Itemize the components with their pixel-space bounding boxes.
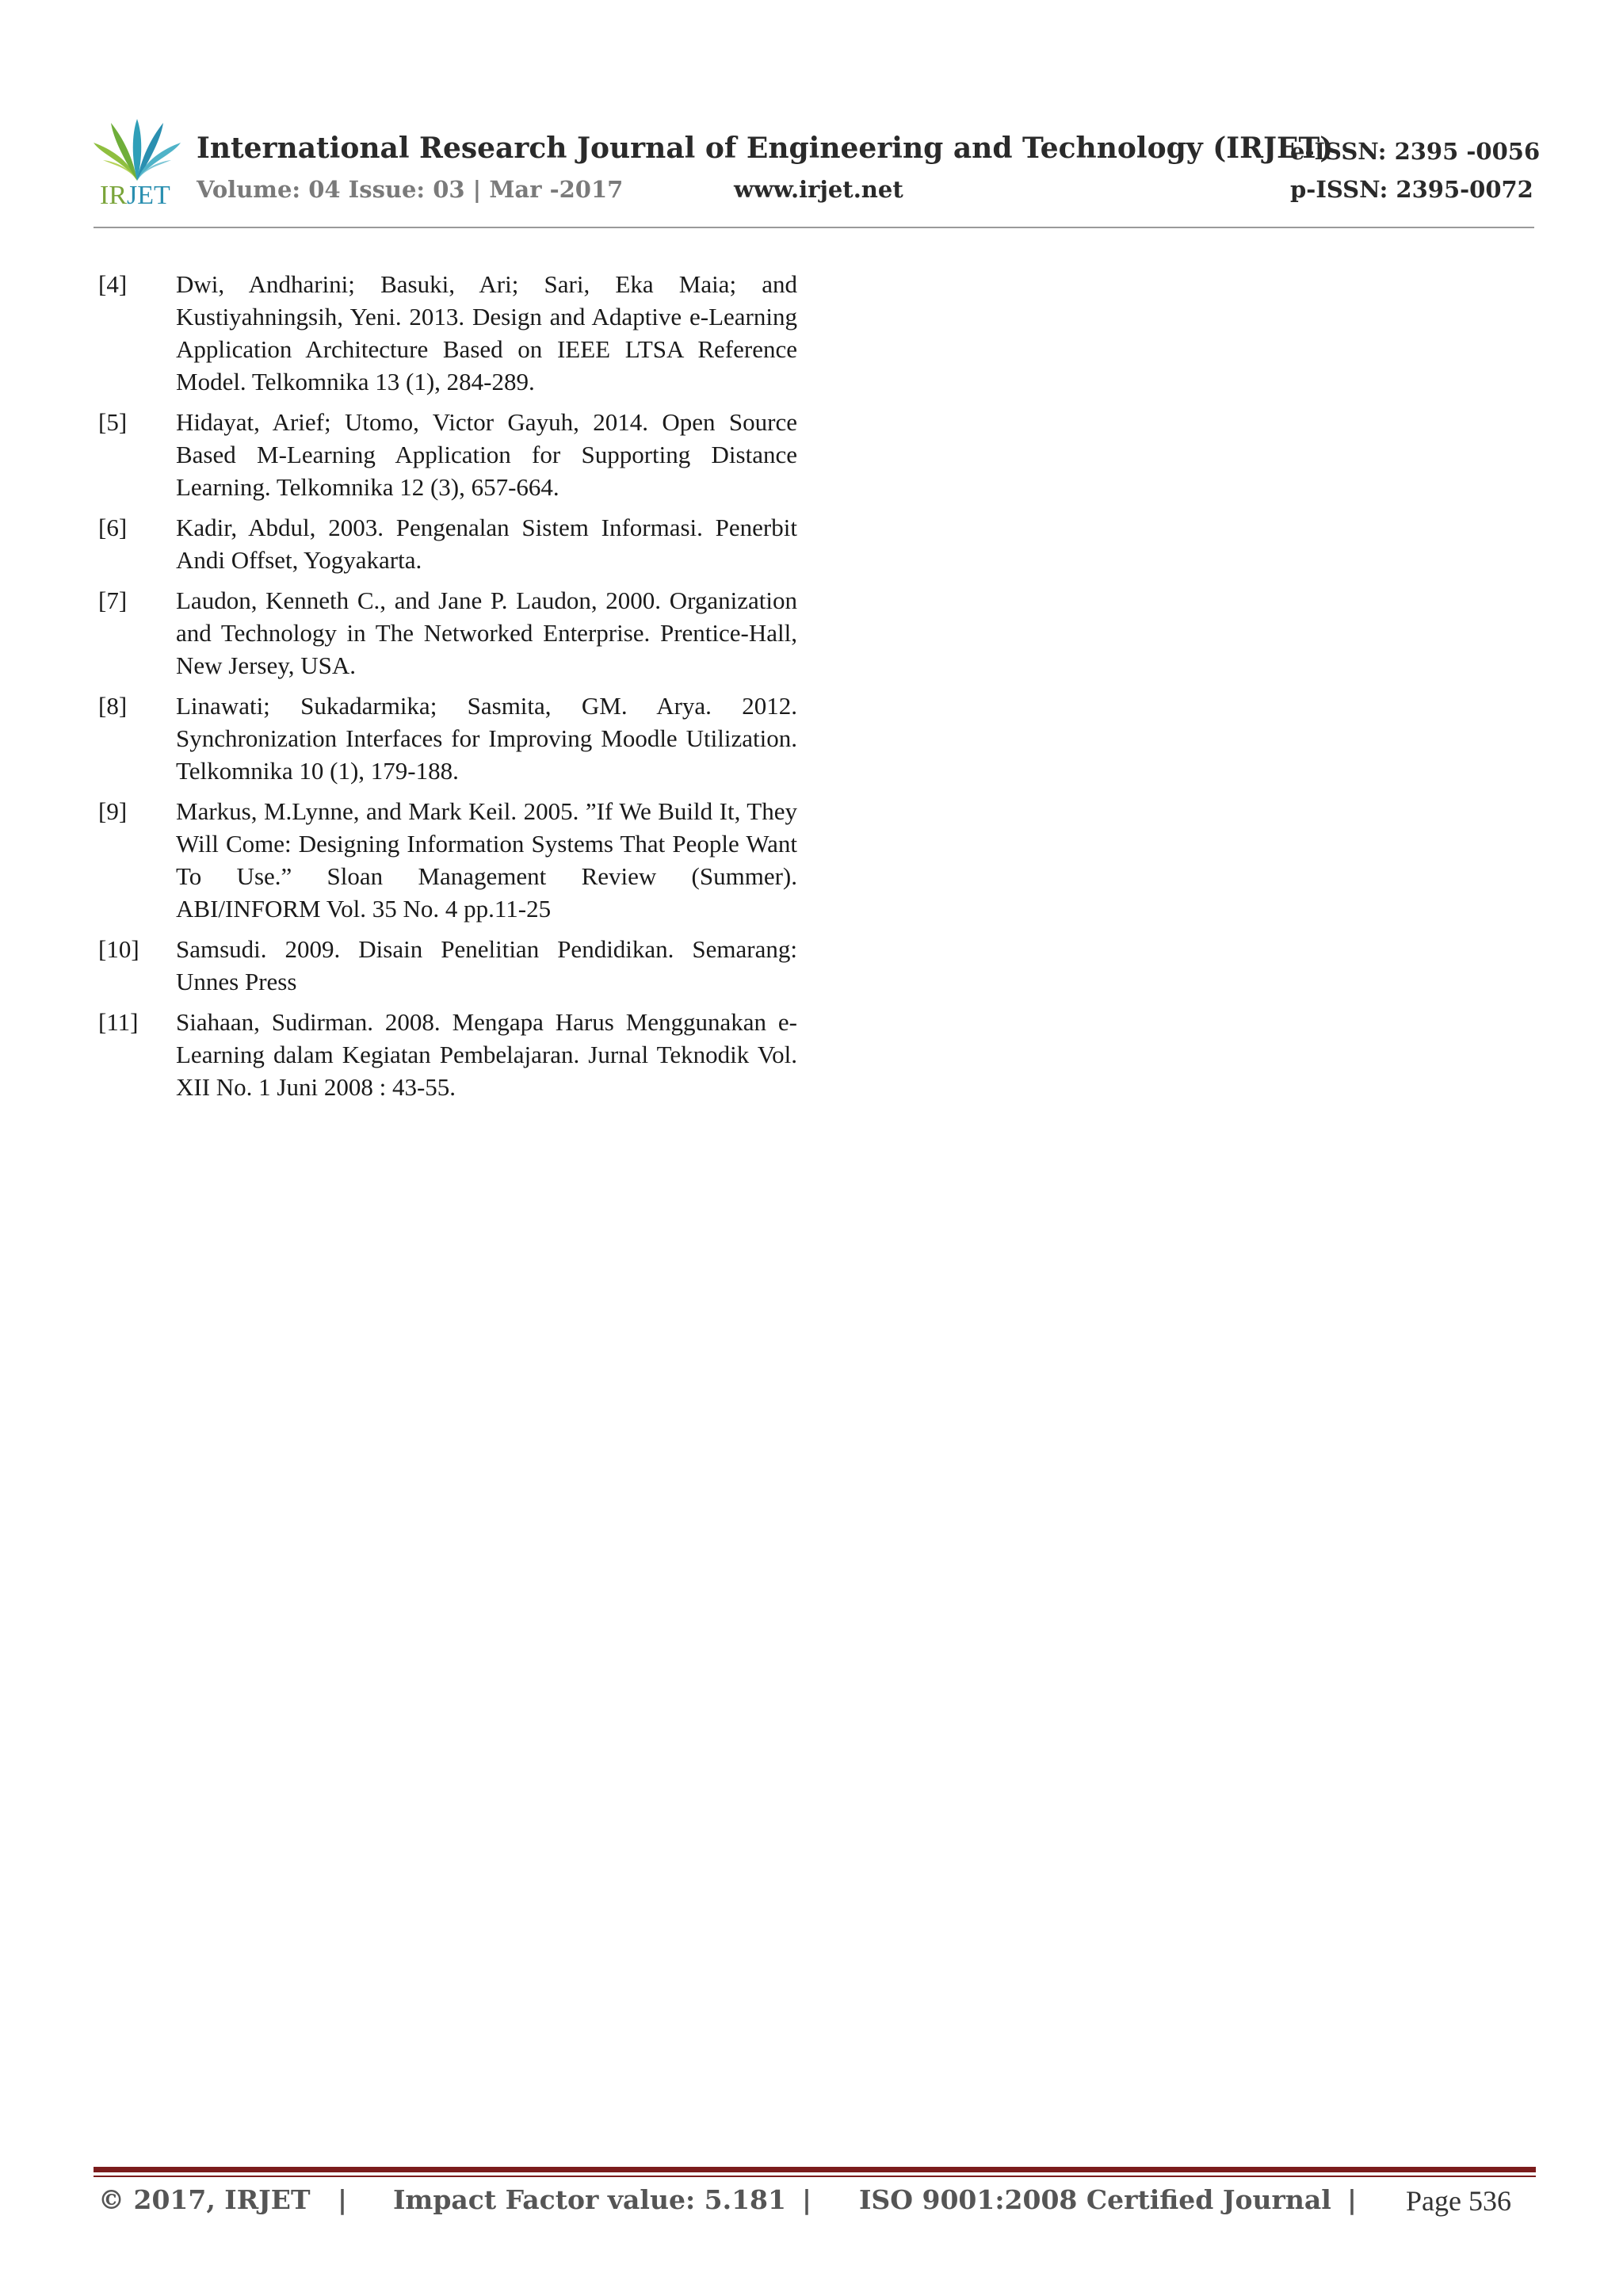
- reference-number: [9]: [98, 797, 128, 825]
- footer-page-number: Page 536: [1406, 2185, 1511, 2217]
- page-footer: [98, 2184, 1534, 2225]
- reference-list: [98, 268, 797, 1111]
- footer-separator: |: [338, 2184, 348, 2215]
- journal-title: International Research Journal of Engineering and Technology (IRJET): [197, 132, 1334, 165]
- reference-text: Markus, M.Lynne, and Mark Keil. 2005. ”If We Build It, They Will Come: Designing Information Systems That People Want To Use.” Sloan Management Review (Summer). ABI/INFORM Vol. 35 No. 4 pp.11-25: [176, 797, 797, 923]
- reference-item: [98, 933, 797, 998]
- volume-issue: Volume: 04 Issue: 03 | Mar -2017: [197, 176, 624, 203]
- reference-number: [5]: [98, 408, 128, 436]
- reference-number: [4]: [98, 270, 128, 298]
- reference-item: [98, 795, 797, 925]
- page-header: [94, 119, 1541, 238]
- footer-separator: |: [1347, 2184, 1358, 2215]
- reference-text: Hidayat, Arief; Utomo, Victor Gayuh, 2014. Open Source Based M-Learning Application for Supporting Distance Learning. Telkomnika 12 (3), 657-664.: [176, 408, 797, 501]
- journal-website: www.irjet.net: [734, 176, 903, 203]
- footer-impact-factor: Impact Factor value: 5.181: [393, 2184, 786, 2215]
- reference-item: [98, 690, 797, 787]
- reference-item: [98, 511, 797, 576]
- reference-text: Laudon, Kenneth C., and Jane P. Laudon, 2000. Organization and Technology in The Networked Enterprise. Prentice-Hall, New Jersey, USA.: [176, 586, 797, 679]
- irjet-leaf-logo-icon: [94, 119, 181, 182]
- footer-divider-thick: [94, 2167, 1536, 2172]
- footer-copyright: © 2017, IRJET: [98, 2184, 311, 2215]
- reference-number: [7]: [98, 586, 128, 614]
- reference-number: [6]: [98, 514, 128, 541]
- reference-number: [8]: [98, 692, 128, 720]
- eissn: e-ISSN: 2395 -0056: [1290, 138, 1541, 165]
- reference-item: [98, 268, 797, 398]
- pissn: p-ISSN: 2395-0072: [1290, 176, 1533, 203]
- reference-item: [98, 406, 797, 503]
- reference-text: Linawati; Sukadarmika; Sasmita, GM. Arya. 2012. Synchronization Interfaces for Improving Moodle Utilization. Telkomnika 10 (1), 179-188.: [176, 692, 797, 785]
- reference-item: [98, 584, 797, 682]
- reference-number: [10]: [98, 935, 139, 963]
- reference-text: Dwi, Andharini; Basuki, Ari; Sari, Eka Maia; and Kustiyahningsih, Yeni. 2013. Design and Adaptive e-Learning Application Architecture Based on IEEE LTSA Reference Model. Telkomnika 13 (1), 284-289.: [176, 270, 797, 395]
- reference-text: Kadir, Abdul, 2003. Pengenalan Sistem Informasi. Penerbit Andi Offset, Yogyakarta.: [176, 514, 797, 574]
- logo-text-ir: IR: [100, 181, 127, 210]
- footer-separator: |: [802, 2184, 812, 2215]
- reference-item: [98, 1006, 797, 1103]
- reference-text: Siahaan, Sudirman. 2008. Mengapa Harus Menggunakan e-Learning dalam Kegiatan Pembelajaran. Jurnal Teknodik Vol. XII No. 1 Juni 2008 : 43-55.: [176, 1008, 797, 1101]
- header-divider: [94, 227, 1534, 228]
- reference-text: Samsudi. 2009. Disain Penelitian Pendidikan. Semarang: Unnes Press: [176, 935, 797, 995]
- reference-number: [11]: [98, 1008, 139, 1036]
- logo-wordmark: [100, 181, 170, 211]
- footer-divider-thin: [94, 2176, 1536, 2177]
- footer-iso-certification: ISO 9001:2008 Certified Journal: [859, 2184, 1331, 2215]
- logo-text-jet: JET: [127, 181, 170, 210]
- irjet-logo: [94, 119, 181, 214]
